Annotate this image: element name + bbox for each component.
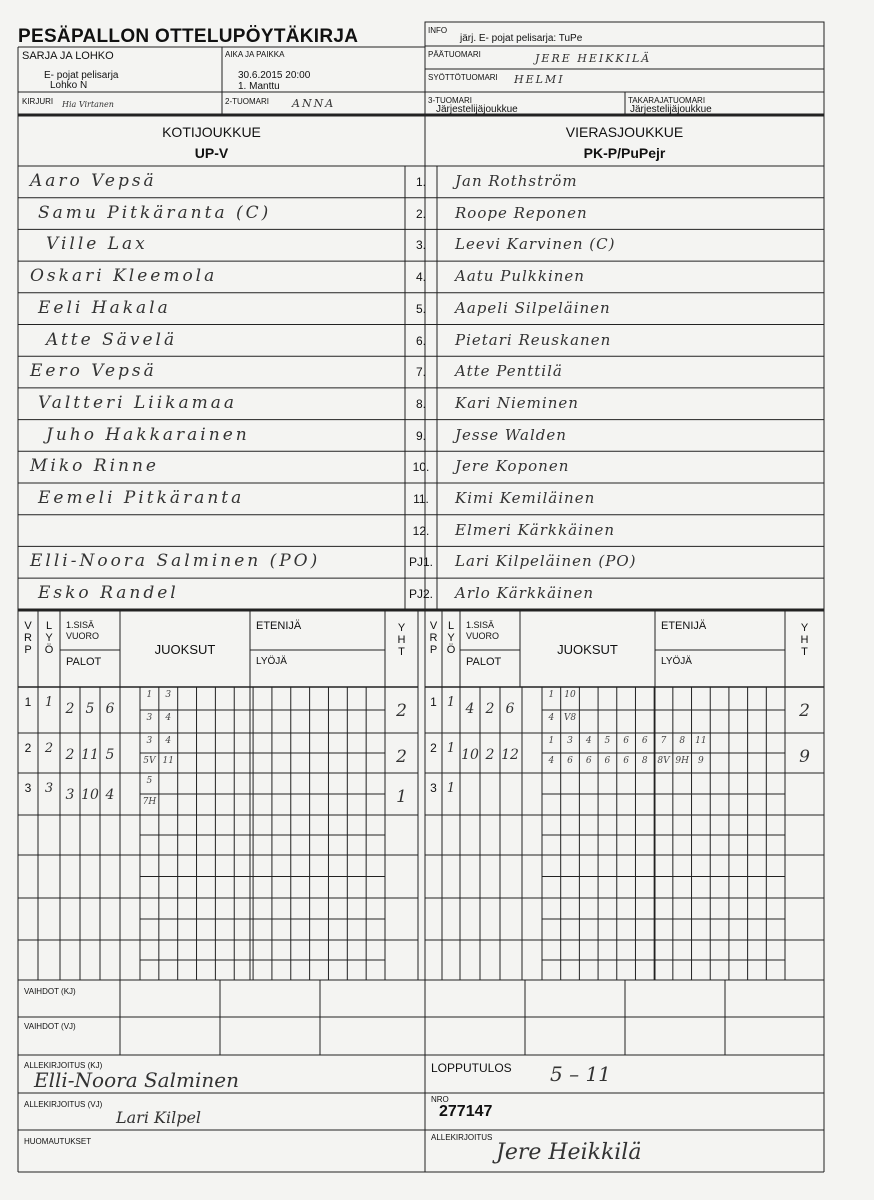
palot-header: PALOT <box>66 656 102 668</box>
away-player-name: Jere Koponen <box>455 457 570 476</box>
allekirjoitus-kj-label: ALLEKIRJOITUS (KJ) <box>24 1061 103 1070</box>
palo-value: 2 <box>65 701 75 717</box>
away-player-name: Jesse Walden <box>455 425 567 444</box>
row-number: 9. <box>415 428 426 443</box>
inning-number: 2 <box>24 741 32 755</box>
palo-value: 6 <box>105 701 115 717</box>
home-player-name: Atte Sävelä <box>46 329 178 350</box>
home-player-name: Aaro Vepsä <box>30 171 157 191</box>
home-player-name: Elli-Noora Salminen (PO) <box>30 551 321 572</box>
home-player-name: Ville Lax <box>46 234 148 255</box>
etenija-header: ETENIJÄ <box>256 620 302 632</box>
inning-total: 1 <box>396 787 407 807</box>
palot-header: PALOT <box>466 656 502 668</box>
inning-number: 3 <box>24 781 32 795</box>
row-number: 11. <box>413 492 429 506</box>
row-number: PJ1. <box>408 555 433 570</box>
run-cell: 1 <box>146 690 153 700</box>
row-number: 12. <box>412 523 430 538</box>
run-cell: 6 <box>623 756 629 766</box>
run-cell: 6 <box>604 756 611 766</box>
away-player-name: Jan Rothström <box>455 172 578 190</box>
inning-number: 1 <box>430 695 437 709</box>
inning-number: 3 <box>430 781 437 795</box>
kirjuri-value: Hia Virtanen <box>62 100 114 109</box>
batter-number: 1 <box>446 781 456 796</box>
run-cell: 4 <box>548 756 555 766</box>
run-cell: 3 <box>567 736 573 746</box>
palo-value: 10 <box>461 747 479 763</box>
yht-header: Y H T <box>397 622 406 658</box>
palo-value: 2 <box>485 701 495 717</box>
sarja-label: SARJA JA LOHKO <box>22 50 114 62</box>
syottotuomari-label: SYÖTTÖTUOMARI <box>428 73 498 82</box>
inning-number: 2 <box>430 741 437 755</box>
run-cell: 8 <box>641 756 648 766</box>
nro-label: NRO <box>431 1095 449 1104</box>
nro-value: 277147 <box>439 1103 493 1120</box>
home-player-name: Valtteri Liikamaa <box>38 392 237 413</box>
run-cell: 4 <box>548 713 555 723</box>
run-cell: 5 <box>146 776 153 786</box>
lopputulos-label: LOPPUTULOS <box>431 1061 512 1075</box>
vrp-header: V R P <box>24 620 32 656</box>
aika-line1: 30.6.2015 20:00 <box>238 70 311 81</box>
etenija-header: ETENIJÄ <box>661 620 707 632</box>
info-label: INFO <box>428 26 448 35</box>
away-player-name: Pietari Reuskanen <box>455 330 612 349</box>
run-cell: 3 <box>146 736 153 746</box>
run-cell: 5 <box>604 736 611 746</box>
document-title: PESÄPALLON OTTELUPÖYTÄKIRJA <box>18 26 359 47</box>
row-number: PJ2. <box>408 587 433 602</box>
palo-value: 10 <box>81 787 99 803</box>
paatuomari-value: JERE HEIKKILÄ <box>535 52 652 65</box>
run-cell: 4 <box>165 736 172 746</box>
palo-value: 11 <box>81 747 99 763</box>
lyoja-header: LYÖJÄ <box>256 656 287 667</box>
lyo-header: L Y Ö <box>446 620 456 656</box>
away-player-name: Atte Penttilä <box>455 362 563 381</box>
run-cell: 8 <box>679 736 686 746</box>
run-cell: 10 <box>564 690 576 700</box>
juoksut-header: JUOKSUT <box>557 642 618 657</box>
palo-value: 12 <box>501 747 519 763</box>
run-cell: 1 <box>548 690 555 700</box>
home-label: KOTIJOUKKUE <box>162 124 261 140</box>
palo-value: 5 <box>105 747 115 763</box>
run-cell: 6 <box>623 736 629 746</box>
home-player-name: Juho Hakkarainen <box>46 424 250 445</box>
run-cell: 7 <box>660 736 667 746</box>
palo-value: 5 <box>85 701 95 717</box>
row-number: 5. <box>415 301 426 316</box>
vrp-header: V R P <box>429 620 438 656</box>
home-player-name: Eeli Hakala <box>38 297 171 318</box>
lyo-header: L Y Ö <box>44 620 54 656</box>
sarja-line1: E- pojat pelisarja <box>44 70 119 81</box>
home-player-name: Eemeli Pitkäranta <box>38 488 245 508</box>
inning-number: 1 <box>24 695 32 709</box>
lyoja-header: LYÖJÄ <box>661 656 692 667</box>
takarajatuomari-label: TAKARAJATUOMARI <box>628 96 706 105</box>
vaihdot-vj-label: VAIHDOT (VJ) <box>24 1022 76 1031</box>
palo-value: 6 <box>505 701 515 717</box>
vaihdot-kj-label: VAIHDOT (KJ) <box>24 987 76 996</box>
juoksut-header: JUOKSUT <box>154 642 216 657</box>
palo-value: 3 <box>65 787 75 803</box>
row-number: 3. <box>415 238 426 253</box>
batter-number: 3 <box>44 781 54 796</box>
row-number: 10. <box>412 460 430 475</box>
row-number: 7. <box>415 365 426 380</box>
away-player-name: Kimi Kemiläinen <box>455 489 596 507</box>
takarajatuomari-value: Järjestelijäjoukkue <box>630 104 712 115</box>
batter-number: 1 <box>446 741 456 756</box>
batter-number: 2 <box>44 741 54 756</box>
away-player-name: Kari Nieminen <box>455 393 579 412</box>
home-player-name: Samu Pitkäranta (C) <box>38 202 272 223</box>
batter-number: 1 <box>446 695 456 710</box>
row-number: 8. <box>415 396 426 411</box>
away-player-name: Leevi Karvinen (C) <box>455 235 616 254</box>
away-player-name: Aapeli Silpeläinen <box>455 298 611 317</box>
home-team: UP-V <box>194 145 229 161</box>
run-cell: 8V <box>657 756 670 766</box>
signature-kj: Elli-Noora Salminen <box>34 1068 239 1092</box>
sisavuoro-header: 1.SISÄ VUORO <box>466 620 500 641</box>
signature-vj: Lari Kilpel <box>116 1108 202 1127</box>
tuomari2-value: ANNA <box>292 97 336 110</box>
run-cell: 1 <box>548 736 555 746</box>
run-cell: 3 <box>146 713 153 723</box>
lopputulos-value: 5 – 11 <box>550 1062 611 1086</box>
home-player-name: Eero Vepsä <box>30 361 157 382</box>
run-cell: 3 <box>165 690 172 700</box>
signature-main: Jere Heikkilä <box>496 1140 642 1165</box>
run-cell: 6 <box>641 736 648 746</box>
palo-value: 4 <box>105 787 115 803</box>
run-cell: 11 <box>695 736 707 746</box>
run-cell: 4 <box>585 736 592 746</box>
inning-total: 2 <box>396 701 407 721</box>
inning-total: 2 <box>396 747 407 767</box>
huomautukset-label: HUOMAUTUKSET <box>24 1137 92 1146</box>
run-cell: 7H <box>142 797 157 807</box>
kirjuri-label: KIRJURI <box>22 97 54 106</box>
syottotuomari-value: HELMI <box>514 73 565 86</box>
tuomari3-label: 3-TUOMARI <box>428 96 472 105</box>
yht-header: Y H T <box>800 622 809 658</box>
palo-value: 4 <box>465 701 475 717</box>
aika-label: AIKA JA PAIKKA <box>225 50 285 59</box>
run-cell: V8 <box>563 713 577 723</box>
run-cell: 9 <box>698 756 704 766</box>
home-player-name: Oskari Kleemola <box>30 266 218 287</box>
away-team: PK-P/PuPejr <box>583 145 666 161</box>
run-cell: 4 <box>165 713 172 723</box>
run-cell: 11 <box>162 756 174 766</box>
home-player-name: Esko Randel <box>38 583 179 604</box>
away-player-name: Lari Kilpeläinen (PO) <box>455 552 637 571</box>
away-player-name: Aatu Pulkkinen <box>455 267 585 286</box>
aika-line2: 1. Manttu <box>238 81 280 92</box>
row-number: 6. <box>415 333 426 348</box>
paatuomari-label: PÄÄTUOMARI <box>428 50 481 59</box>
info-value: järj. E- pojat pelisarja: TuPe <box>460 33 583 44</box>
away-player-name: Roope Reponen <box>455 203 588 222</box>
away-label: VIERASJOUKKUE <box>565 124 684 140</box>
sarja-line2: Lohko N <box>50 80 88 91</box>
tuomari3-value: Järjestelijäjoukkue <box>436 104 518 115</box>
run-cell: 6 <box>567 756 573 766</box>
run-cell: 6 <box>585 756 592 766</box>
tuomari2-label: 2-TUOMARI <box>225 97 269 106</box>
away-player-name: Arlo Kärkkäinen <box>455 584 595 603</box>
inning-total: 9 <box>799 747 810 767</box>
allekirjoitus-label: ALLEKIRJOITUS <box>431 1133 493 1142</box>
inning-total: 2 <box>799 701 810 721</box>
home-player-name: Miko Rinne <box>30 456 159 477</box>
row-number: 2. <box>415 206 426 221</box>
away-player-name: Elmeri Kärkkäinen <box>455 520 616 539</box>
row-number: 4. <box>415 270 426 285</box>
batter-number: 1 <box>44 695 54 710</box>
run-cell: 9H <box>675 756 689 766</box>
palo-value: 2 <box>485 747 495 763</box>
row-number: 1. <box>415 175 426 189</box>
allekirjoitus-vj-label: ALLEKIRJOITUS (VJ) <box>24 1100 103 1109</box>
run-cell: 5V <box>143 756 156 766</box>
sisavuoro-header: 1.SISÄ VUORO <box>66 620 100 641</box>
palo-value: 2 <box>65 747 75 763</box>
